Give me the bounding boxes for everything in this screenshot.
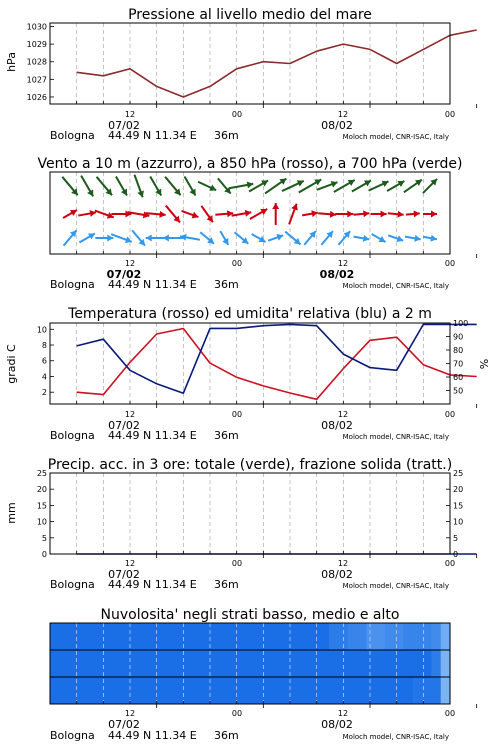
temperature-frame: [50, 323, 450, 404]
pressure-y-tick-label-5: 1030: [26, 22, 47, 32]
wind-700-arrow: [423, 179, 437, 193]
cloud-cell: [162, 650, 172, 677]
wind-footer-model: Moloch model, CNR-ISAC, Italy: [342, 282, 449, 290]
wind-x-tick-1: 12: [124, 259, 136, 268]
cloud-x-tick-4: 00: [444, 709, 456, 718]
pressure-chart-title: Pressione al livello medio del mare: [128, 7, 372, 23]
cloud-cell: [171, 623, 181, 650]
cloud-cell: [97, 650, 107, 677]
cloud-cell: [283, 650, 293, 677]
pressure-y-tick-label-3: 1028: [26, 57, 47, 67]
precip-y2-tick-label-5: 20: [453, 485, 464, 495]
wind-10m-arrow: [268, 234, 283, 241]
cloud-cell: [208, 650, 218, 677]
cloud-cell: [264, 650, 274, 677]
wind-10m-arrow: [163, 235, 183, 242]
cloud-cell: [143, 677, 153, 704]
wind-10m-arrow: [304, 231, 316, 245]
pressure-x-tick-1: 12: [124, 110, 136, 119]
precip-y-tick-label-6: 25: [36, 469, 47, 478]
cloud-cell: [413, 677, 423, 704]
precip-x-tick-3: 12: [337, 559, 349, 568]
cloud-cell: [227, 677, 237, 704]
wind-10m-arrow: [132, 230, 145, 245]
cloud-cell: [59, 623, 69, 650]
precip-x-tick-1: 12: [124, 559, 136, 568]
temperature-series-line: [77, 329, 477, 400]
wind-700-arrow: [134, 175, 143, 198]
temperature-date-1: 07/02: [108, 419, 140, 432]
cloud-cell: [208, 623, 218, 650]
wind-10m-arrow: [111, 234, 132, 243]
cloud-cell: [292, 650, 302, 677]
wind-700-arrow: [387, 181, 404, 191]
cloud-cell: [134, 623, 144, 650]
cloud-cell: [431, 623, 441, 650]
pressure-y-tick-label-4: 1029: [26, 40, 47, 50]
temperature-y-tick-label-2: 4: [41, 372, 47, 382]
cloud-cell: [97, 623, 107, 650]
cloud-cell: [413, 650, 423, 677]
wind-10m-arrow: [423, 235, 437, 242]
wind-850-arrow: [95, 211, 114, 219]
precip-footer-model: Moloch model, CNR-ISAC, Italy: [342, 582, 449, 590]
precip-y-tick-label-5: 20: [36, 485, 47, 495]
cloud-cell: [301, 623, 311, 650]
precip-y-tick-label-1: 0: [41, 550, 47, 559]
wind-850-arrow: [423, 211, 437, 218]
cloud-cell: [301, 650, 311, 677]
cloud-cell: [357, 677, 367, 704]
cloud-cell: [217, 623, 227, 650]
precip-y-tick-label-2: 5: [41, 533, 47, 543]
wind-850-arrow-head: [330, 211, 336, 218]
cloud-cell: [87, 677, 97, 704]
cloud-cell: [245, 623, 255, 650]
cloud-cell: [78, 623, 88, 650]
wind-chart-title: Vento a 10 m (azzurro), a 850 hPa (rosso), a 700 hPa (verde): [37, 156, 463, 172]
temperature-y-tick-label-1: 2: [41, 388, 47, 398]
humidity-y-tick-label-1: 50: [453, 386, 464, 396]
wind-850-arrow: [302, 210, 318, 217]
cloud-footer-altitude: 36m: [214, 729, 239, 742]
cloud-cell: [152, 623, 162, 650]
precip-footer-coords: 44.49 N 11.34 E: [108, 578, 197, 591]
wind-700-arrow: [198, 182, 216, 191]
temperature-y-tick-label-4: 8: [41, 341, 47, 351]
temperature-footer-location: Bologna: [50, 429, 95, 442]
wind-10m-arrow: [146, 235, 166, 242]
cloud-cell: [59, 677, 69, 704]
cloud-cell: [50, 650, 60, 677]
cloud-x-tick-1: 12: [124, 709, 136, 718]
cloud-cell: [124, 650, 134, 677]
wind-date-1: 07/02: [106, 268, 142, 281]
wind-footer-location: Bologna: [50, 278, 95, 291]
cloud-cell: [301, 677, 311, 704]
pressure-x-tick-4: 00: [444, 110, 456, 119]
wind-700-arrow: [352, 180, 371, 191]
cloud-cell: [106, 650, 116, 677]
cloud-cell: [441, 650, 451, 677]
wind-850-arrow: [406, 210, 420, 217]
cloud-cell: [236, 650, 246, 677]
wind-700-arrow: [185, 176, 196, 195]
wind-10m-arrow: [388, 235, 403, 242]
cloud-cell: [292, 623, 302, 650]
temperature-footer-model: Moloch model, CNR-ISAC, Italy: [342, 433, 449, 441]
wind-850-arrow-head: [363, 210, 369, 217]
temperature-footer-altitude: 36m: [214, 429, 239, 442]
cloud-cell: [320, 650, 330, 677]
cloud-cell: [292, 677, 302, 704]
wind-700-arrow: [150, 176, 161, 195]
wind-footer-coords: 44.49 N 11.34 E: [108, 278, 197, 291]
wind-10m-arrow: [372, 234, 386, 242]
cloud-cell: [431, 650, 441, 677]
pressure-y-tick-label-2: 1027: [26, 75, 47, 85]
cloud-cell: [283, 677, 293, 704]
cloud-cell: [87, 623, 97, 650]
pressure-footer-coords: 44.49 N 11.34 E: [108, 129, 197, 142]
cloud-cell: [180, 677, 190, 704]
cloud-footer-location: Bologna: [50, 729, 95, 742]
wind-850-arrow: [353, 210, 369, 217]
temperature-x-tick-4: 00: [444, 410, 456, 419]
cloud-chart-title: Nuvolosita' negli strati basso, medio e alto: [100, 607, 400, 623]
cloud-cell: [106, 623, 116, 650]
cloud-footer-coords: 44.49 N 11.34 E: [108, 729, 197, 742]
precip-y2-tick-label-1: 0: [453, 550, 459, 559]
cloud-cell: [329, 677, 339, 704]
pressure-frame: [50, 23, 450, 104]
precip-x-tick-2: 00: [231, 559, 243, 568]
wind-x-tick-3: 12: [337, 259, 349, 268]
cloud-cell: [69, 623, 79, 650]
pressure-footer-location: Bologna: [50, 129, 95, 142]
wind-850-arrow-head: [431, 211, 437, 218]
pressure-x-tick-3: 12: [337, 110, 349, 119]
cloud-cell: [357, 650, 367, 677]
cloud-cell: [152, 650, 162, 677]
cloud-cell: [413, 623, 423, 650]
wind-10m-arrow: [405, 235, 421, 242]
cloud-cell: [69, 650, 79, 677]
cloud-cell: [320, 623, 330, 650]
cloud-cell: [376, 623, 386, 650]
temperature-footer-coords: 44.49 N 11.34 E: [108, 429, 197, 442]
cloud-cell: [236, 623, 246, 650]
wind-850-arrow: [182, 211, 199, 218]
cloud-cell: [217, 650, 227, 677]
wind-700-arrow: [165, 177, 180, 195]
cloud-cell: [87, 650, 97, 677]
precip-y2-tick-label-6: 25: [453, 469, 464, 478]
wind-700-arrow: [218, 178, 231, 193]
cloud-cell: [227, 650, 237, 677]
cloud-cell: [115, 623, 125, 650]
cloud-cell: [162, 623, 172, 650]
cloud-cell: [171, 677, 181, 704]
cloud-cell: [115, 677, 125, 704]
pressure-date-2: 08/02: [321, 119, 353, 132]
wind-850-arrow-head: [381, 211, 387, 218]
wind-850-arrow: [388, 211, 404, 218]
cloud-footer-model: Moloch model, CNR-ISAC, Italy: [342, 733, 449, 741]
temperature-date-2: 08/02: [321, 419, 353, 432]
cloud-cell: [264, 677, 274, 704]
cloud-cell: [283, 623, 293, 650]
wind-850-arrow-head: [414, 210, 420, 217]
cloud-cell: [348, 650, 358, 677]
cloud-cell: [245, 677, 255, 704]
temperature-y-tick-label-3: 6: [41, 356, 47, 366]
precip-footer-altitude: 36m: [214, 578, 239, 591]
cloud-cell: [310, 677, 320, 704]
cloud-cell: [403, 650, 413, 677]
wind-850-arrow: [371, 211, 387, 218]
pressure-y-label: hPa: [5, 52, 18, 72]
cloud-cell: [236, 677, 246, 704]
wind-850-arrow: [215, 210, 233, 217]
temperature-x-tick-2: 00: [231, 410, 243, 419]
pressure-y-tick-label-1: 1026: [26, 92, 47, 102]
cloud-date-1: 07/02: [108, 718, 140, 731]
cloud-cell: [106, 677, 116, 704]
wind-850-arrow-head: [397, 211, 403, 218]
cloud-cell: [385, 650, 395, 677]
cloud-cell: [50, 623, 60, 650]
cloud-x-tick-3: 12: [337, 709, 349, 718]
cloud-cell: [273, 623, 283, 650]
humidity-y-tick-label-2: 60: [453, 373, 464, 382]
wind-850-arrow-head: [272, 203, 279, 209]
wind-850-arrow-head: [347, 211, 353, 218]
cloud-cell: [273, 650, 283, 677]
cloud-cell: [385, 677, 395, 704]
temperature-x-tick-1: 12: [124, 410, 136, 419]
cloud-cell: [431, 677, 441, 704]
wind-700-arrow: [317, 181, 338, 190]
wind-850-arrow: [166, 206, 180, 223]
cloud-cell: [97, 677, 107, 704]
precip-y-tick-label-4: 15: [36, 501, 47, 511]
pressure-footer-altitude: 36m: [214, 129, 239, 142]
precip-x-tick-4: 00: [444, 559, 456, 568]
cloud-cell: [180, 650, 190, 677]
precip-y2-tick-label-2: 5: [453, 533, 459, 543]
cloud-cell: [180, 623, 190, 650]
cloud-cell: [162, 677, 172, 704]
wind-10m-arrow: [354, 235, 370, 242]
cloud-cell: [134, 677, 144, 704]
cloud-cell: [50, 677, 60, 704]
wind-850-arrow: [78, 210, 96, 217]
wind-10m-arrow: [339, 231, 351, 245]
wind-10m-arrow: [285, 232, 300, 245]
cloud-cell: [348, 677, 358, 704]
precip-date-2: 08/02: [321, 568, 353, 581]
cloud-cell: [199, 623, 209, 650]
temperature-chart-title: Temperatura (rosso) ed umidita' relativa (blu) a 2 m: [68, 306, 432, 322]
cloud-cell: [134, 650, 144, 677]
cloud-cell: [273, 677, 283, 704]
wind-700-arrow: [230, 182, 254, 189]
cloud-cell: [310, 650, 320, 677]
precip-y2-tick-label-3: 10: [453, 517, 464, 527]
wind-700-arrow: [404, 180, 422, 193]
precip-y-label: mm: [5, 502, 18, 524]
wind-700-arrow: [116, 176, 127, 195]
humidity-y-tick-label-4: 80: [453, 346, 464, 355]
cloud-cell: [320, 677, 330, 704]
humidity-y-label: %: [478, 358, 491, 370]
temperature-x-tick-3: 12: [337, 410, 349, 419]
cloud-x-tick-2: 00: [231, 709, 243, 718]
wind-700-arrow: [282, 180, 304, 191]
cloud-date-2: 08/02: [321, 718, 353, 731]
cloud-cell: [394, 677, 404, 704]
humidity-y-tick-label-3: 70: [453, 359, 464, 369]
wind-700-arrow: [62, 177, 77, 195]
precip-y2-tick-label-4: 15: [453, 501, 464, 511]
wind-850-arrow: [272, 203, 279, 225]
wind-850-arrow: [63, 210, 77, 218]
cloud-cell: [403, 623, 413, 650]
wind-700-arrow: [369, 181, 389, 191]
wind-850-arrow: [289, 204, 298, 225]
wind-850-arrow: [318, 211, 336, 218]
cloud-cell: [69, 677, 79, 704]
wind-10m-arrow: [95, 235, 113, 242]
wind-10m-arrow-head: [163, 235, 169, 242]
cloud-cell: [385, 623, 395, 650]
temperature-y-tick-label-5: 10: [36, 325, 47, 335]
wind-date-2: 08/02: [319, 268, 355, 281]
wind-850-arrow: [232, 210, 252, 217]
pressure-x-tick-2: 00: [231, 110, 243, 119]
precip-date-1: 07/02: [108, 568, 140, 581]
cloud-cell: [376, 650, 386, 677]
cloud-cell: [264, 623, 274, 650]
cloud-cell: [227, 623, 237, 650]
wind-10m-arrow: [64, 230, 77, 245]
cloud-cell: [366, 650, 376, 677]
cloud-cell: [366, 677, 376, 704]
cloud-cell: [245, 650, 255, 677]
wind-10m-arrow: [79, 233, 95, 242]
cloud-cell: [199, 677, 209, 704]
temperature-y-label: gradi C: [5, 344, 18, 384]
cloud-cell: [441, 677, 451, 704]
wind-x-tick-4: 00: [444, 259, 456, 268]
cloud-cell: [78, 650, 88, 677]
cloud-cell: [124, 677, 134, 704]
cloud-cell: [348, 623, 358, 650]
cloud-cell: [208, 677, 218, 704]
precip-footer-location: Bologna: [50, 578, 95, 591]
cloud-cell: [357, 623, 367, 650]
cloud-cell: [190, 650, 200, 677]
wind-850-arrow-head: [159, 211, 165, 218]
cloud-cell: [143, 623, 153, 650]
pressure-footer-model: Moloch model, CNR-ISAC, Italy: [342, 133, 449, 141]
cloud-cell: [403, 677, 413, 704]
cloud-cell: [143, 650, 153, 677]
cloud-cell: [441, 623, 451, 650]
precip-frame: [50, 473, 450, 554]
cloud-cell: [310, 623, 320, 650]
cloud-cell: [59, 650, 69, 677]
wind-footer-altitude: 36m: [214, 278, 239, 291]
pressure-date-1: 07/02: [108, 119, 140, 132]
cloud-cell: [217, 677, 227, 704]
wind-10m-arrow: [180, 234, 200, 241]
cloud-cell: [190, 623, 200, 650]
wind-x-tick-2: 00: [231, 259, 243, 268]
wind-850-arrow: [201, 206, 212, 222]
pressure-series-line: [77, 30, 477, 97]
cloud-cell: [376, 677, 386, 704]
wind-700-arrow: [97, 177, 112, 195]
cloud-cell: [199, 650, 209, 677]
cloud-cell: [124, 623, 134, 650]
cloud-cell: [115, 650, 125, 677]
cloud-cell: [394, 650, 404, 677]
cloud-cell: [394, 623, 404, 650]
wind-700-arrow: [81, 176, 93, 197]
cloud-cell: [152, 677, 162, 704]
precip-chart-title: Precip. acc. in 3 ore: totale (verde), frazione solida (tratt.): [47, 457, 453, 473]
precip-y-tick-label-3: 10: [36, 517, 47, 527]
cloud-cell: [329, 623, 339, 650]
cloud-cell: [171, 650, 181, 677]
cloud-cell: [329, 650, 339, 677]
wind-700-arrow: [249, 180, 268, 191]
cloud-cell: [366, 623, 376, 650]
wind-10m-arrow: [200, 232, 214, 244]
wind-850-arrow: [250, 209, 267, 219]
cloud-cell: [78, 677, 88, 704]
wind-10m-arrow-head: [146, 235, 152, 242]
humidity-y-tick-label-6: 100: [453, 319, 469, 328]
cloud-cell: [190, 677, 200, 704]
axes-layer: [27, 23, 477, 708]
humidity-y-tick-label-5: 90: [453, 332, 464, 342]
wind-10m-arrow: [220, 231, 228, 245]
wind-10m-arrow: [321, 231, 333, 245]
wind-850-arrow: [335, 211, 353, 218]
